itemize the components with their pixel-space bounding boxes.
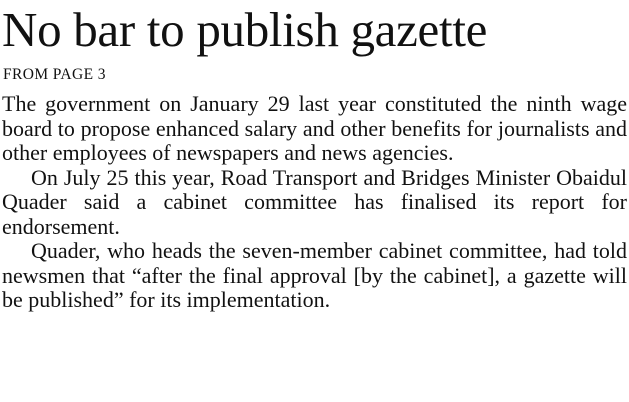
paragraph-3: Quader, who heads the seven-member cabinet committee, had told newsmen that “after the final approval [by the cabinet], a gazette will be published” for its implementation. [2,238,627,312]
article-body [2,92,627,313]
jump-line: FROM PAGE 3 [3,66,106,83]
paragraph-1: The government on January 29 last year constituted the ninth wage board to propose enhanced salary and other benefits for journalists and other employees of newspapers and news agencies. [2,91,627,165]
headline: No bar to publish gazette [2,2,488,57]
paragraph-2: On July 25 this year, Road Transport and Bridges Minister Obaidul Quader said a cabinet committee has finalised its report for endorsement. [2,164,627,239]
